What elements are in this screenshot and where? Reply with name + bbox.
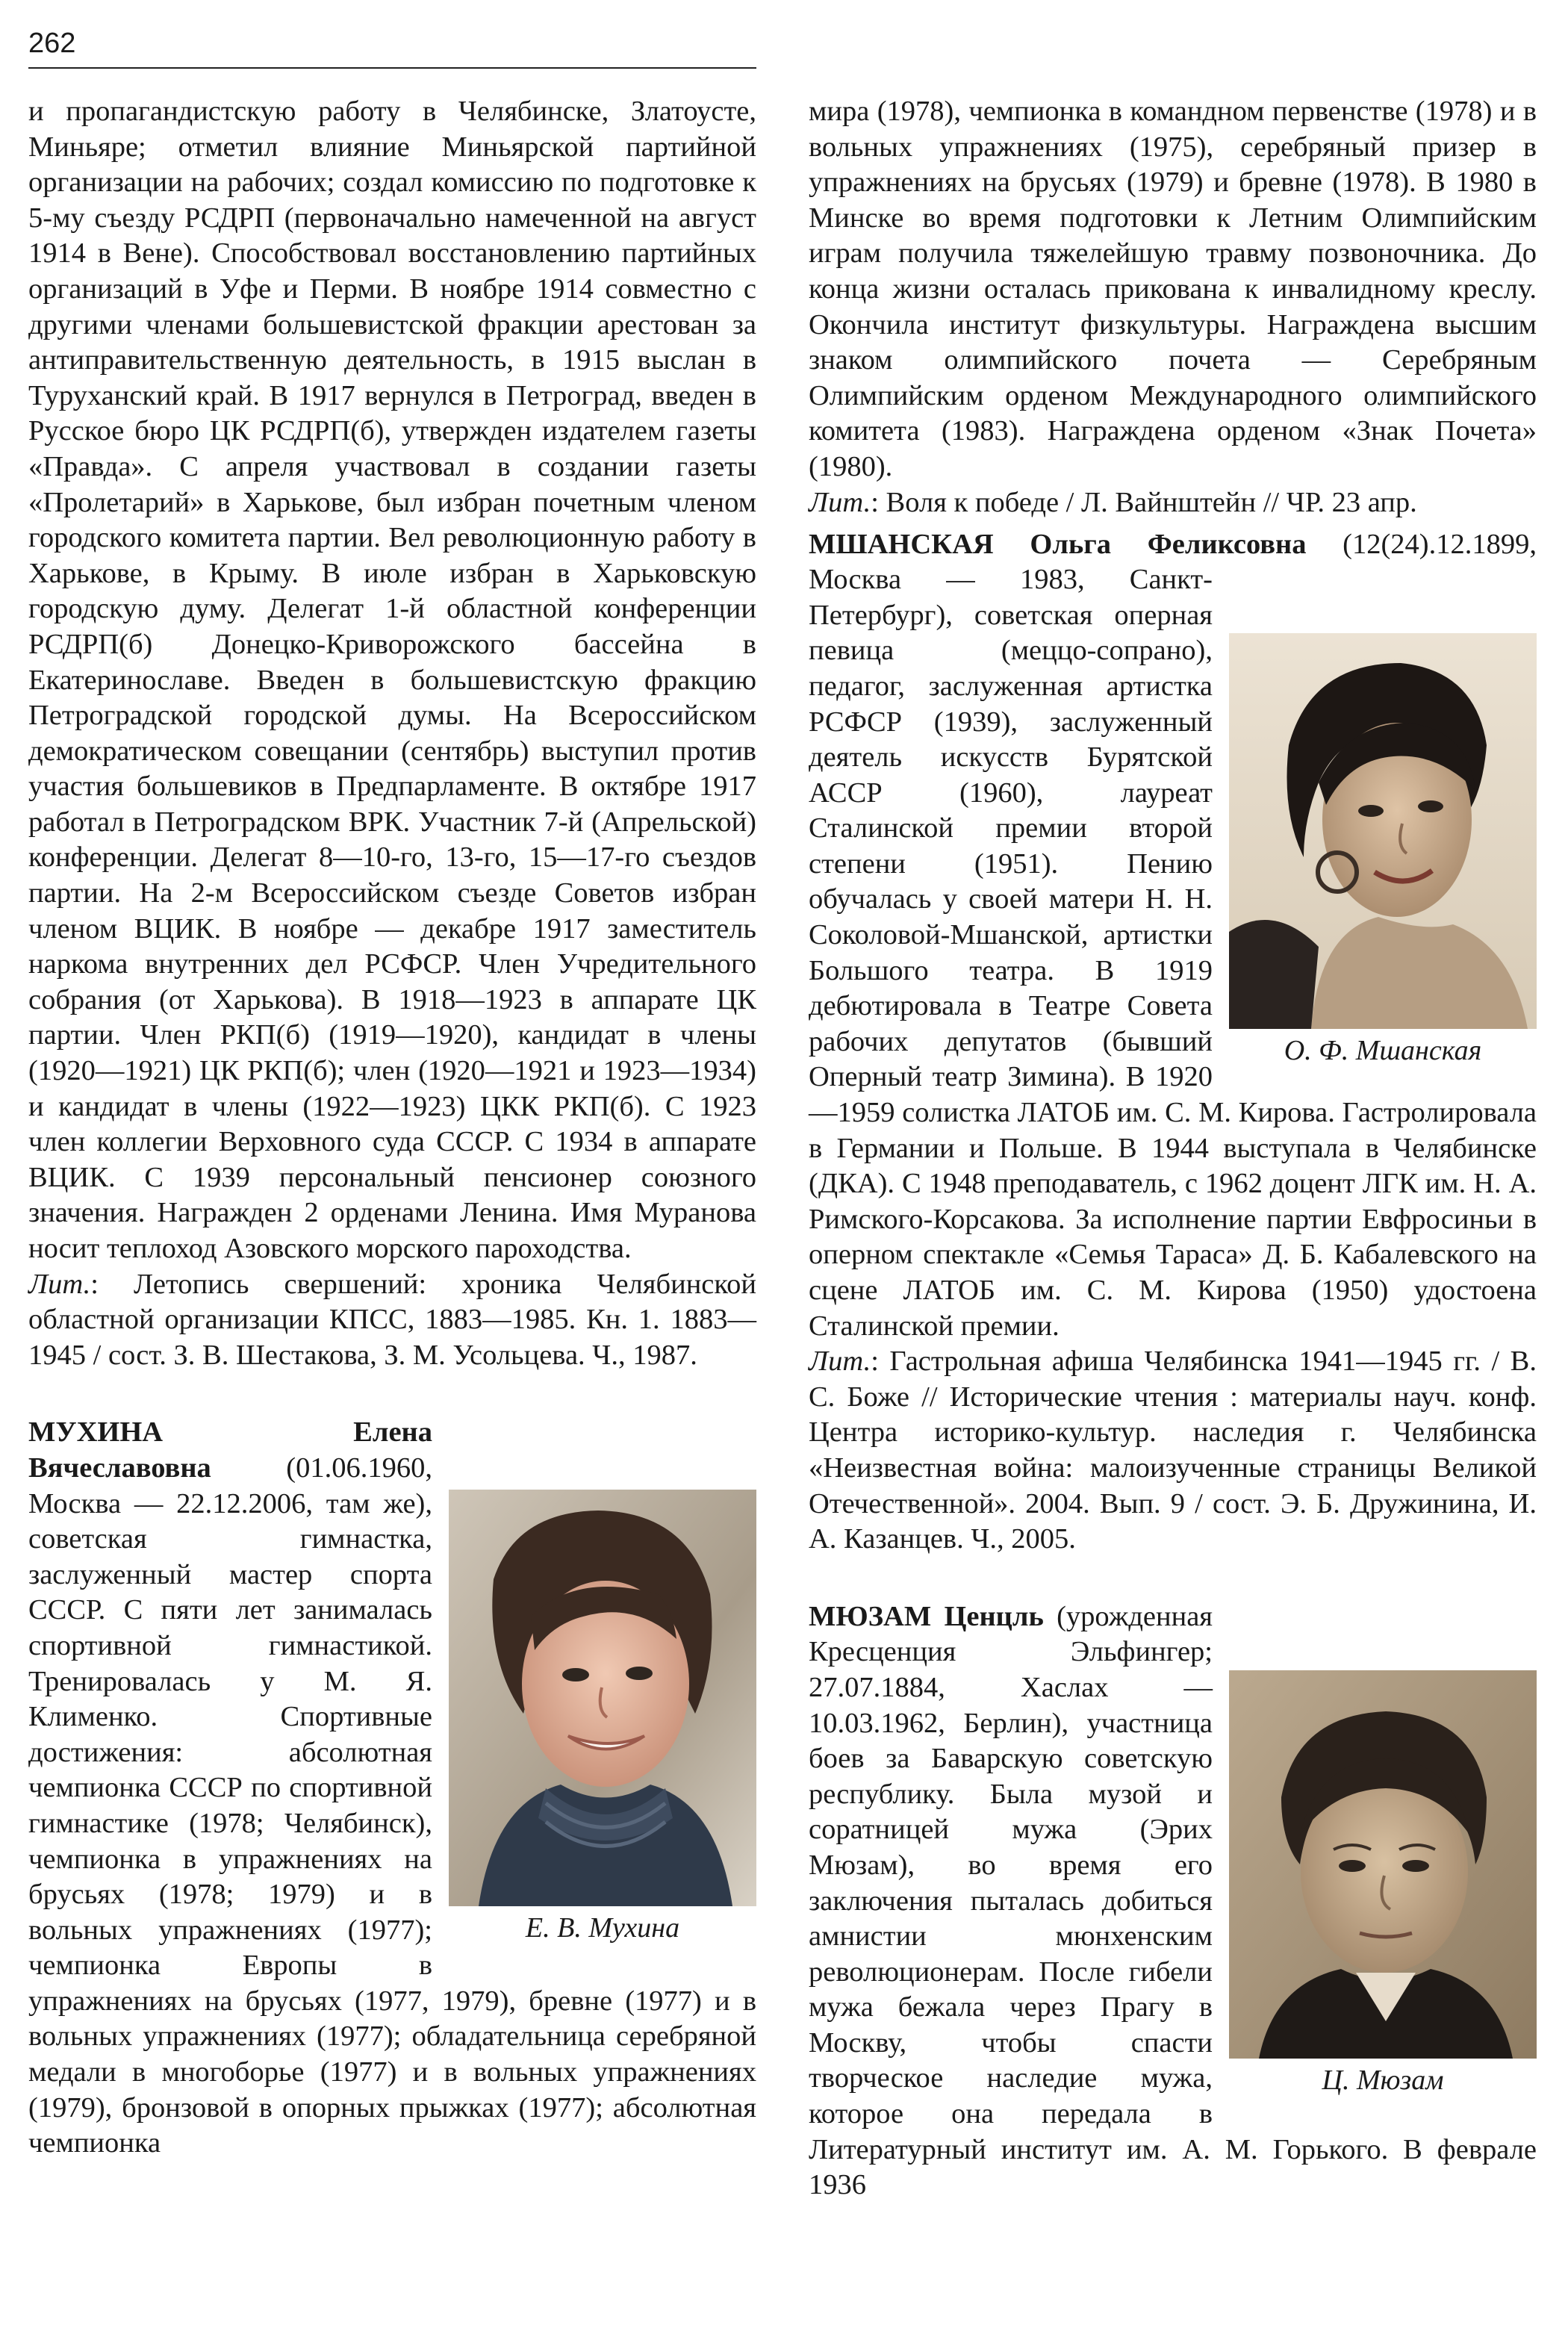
page-number: 262 xyxy=(28,28,76,59)
right-column xyxy=(809,94,1537,2203)
lit-label: Лит. xyxy=(28,1268,91,1300)
mshanskaya-headword: МШАНСКАЯ Ольга Феликсовна xyxy=(809,528,1307,560)
mshanskaya-figure xyxy=(1229,633,1537,1068)
muranov-entry-text: и пропагандистскую работу в Челябинске, Златоусте, Миньяре; отметил влияние Миньярской партийной организации на рабочих; создал комиссию по подготовке к 5-му съезду РСДРП (первоначально намеченной на август 1914 в Вене). Способствовал восстановлению партийных организаций в Уфе и Перми. В ноябре 1914 совместно с другими членами большевистской фракции арестован за антиправительственную деятельность, в 1915 выслан в Туруханский край. В 1917 вернулся в Петроград, введен в Русское бюро ЦК РСДРП(б), утвержден издателем газеты «Правда». С апреля участвовал в создании газеты «Пролетарий» в Харькове, был избран почетным членом городского комитета партии. Вел революционную работу в Харькове, в Крыму. В июле избран в Харьковскую городскую думу. Делегат 1-й областной конференции РСДРП(б) Донецко-Криворожского бассейна в Екатеринославе. Введен в большевистскую фракцию Петроградской городской думы. На Всероссийском демократическом совещании (сентябрь) выступил против участия большевиков в Предпарламенте. В октябре 1917 работал в Петроградском ВРК. Участник 7-й (Апрельской) конференции. Делегат 8—10-го, 13-го, 15—17-го съездов партии. На 2-м Всероссийском съезде Советов избран членом ВЦИК. В ноябре — декабре 1917 заместитель наркома внутренних дел РСФСР. Член Учредительного собрания (от Харькова). В 1918—1923 в аппарате ЦК партии. Член РКП(б) (1919—1920), кандидат в члены (1920—1921) ЦК РКП(б); член (1920—1921 и 1923—1934) и кандидат в члены (1922—1923) ЦКК РКП(б). С 1923 член коллегии Верховного суда СССР. С 1934 в аппарате ВЦИК. С 1939 персональный пенсионер союзного значения. Награжден 2 орденами Ленина. Имя Муранова носит теплоход Азовского морского пароходства. xyxy=(28,96,756,1264)
mukhina-figure xyxy=(449,1490,756,1945)
myuzam-caption: Ц. Мюзам xyxy=(1322,2064,1444,2096)
mshanskaya-photo xyxy=(1229,633,1537,1029)
muranov-lit-text: : Летопись свершений: хроника Челябинской областной организации КПСС, 1883—1985. Кн. 1. 1883—1945 / сост. З. В. Шестакова, З. М. Усольцева. Ч., 1987. xyxy=(28,1268,756,1371)
lit-label: Лит. xyxy=(809,486,871,518)
mshanskaya-literature xyxy=(809,1344,1537,1558)
mukhina-headword: МУХИНА Елена Вячеславовна xyxy=(28,1416,432,1484)
myuzam-figure xyxy=(1229,1670,1537,2097)
header-rule xyxy=(28,67,756,69)
myuzam-photo xyxy=(1229,1670,1537,2059)
lit-label: Лит. xyxy=(809,1345,871,1378)
mukhina-caption: Е. В. Мухина xyxy=(525,1912,680,1944)
left-column xyxy=(28,94,756,2162)
mukhina-lit-text: : Воля к победе / Л. Вайнштейн // ЧР. 23 апр. xyxy=(871,486,1417,518)
muranov-literature xyxy=(28,1267,756,1374)
mukhina-literature xyxy=(809,485,1537,521)
mshanskaya-text: (12(24).12.1899, Москва — 1983, Санкт-Петербург), советская оперная певица (меццо-сопрано), педагог, заслуженная артистка РСФСР (1939), заслуженный деятель искусств Бурятской АССР (1960), лауреат Сталинской премии второй степени (1951). Пению обучалась у своей матери Н. Н. Соколовой-Мшанской, артистки Большого театра. В 1919 дебютировала в Театре Совета рабочих депутатов (бывший Оперный театр Зимина). В 1920—1959 солистка ЛАТОБ им. С. М. Кирова. Гастролировала в Германии и Польше. В 1944 выступала в Челябинске (ДКА). С 1948 преподаватель, с 1962 доцент ЛГК им. Н. А. Римского-Корсакова. За исполнение партии Евфросиньи в оперном спектакле «Семья Тараса» Д. Б. Кабалевского на сцене ЛАТОБ им. С. М. Кирова (1950) удостоена Сталинской премии. xyxy=(809,528,1537,1342)
myuzam-text: (урожденная Кресценция Эльфингер; 27.07.1884, Хаслах — 10.03.1962, Берлин), участница боев за Баварскую советскую республику. Была музой и соратницей мужа (Эрих Мюзам), во время его заключения пыталась добиться амнистии мюнхенским революционерам. После гибели мужа бежала через Прагу в Москву, чтобы спасти творческое наследие мужа, которое она передала в Литературный институт им. А. М. Горького. В феврале 1936 xyxy=(809,1600,1537,2201)
mukhina-photo xyxy=(449,1490,756,1906)
mshanskaya-caption: О. Ф. Мшанская xyxy=(1284,1035,1482,1067)
mukhina-body: (01.06.1960, Москва — 22.12.2006, там же), советская гимнастка, заслуженный мастер спорта СССР. С пяти лет занималась спортивной гимнастикой. Тренировалась у М. Я. Клименко. Спортивные достижения: абсолютная чемпионка СССР по спортивной гимнастике (1978; Челябинск), чемпионка в упражнениях на брусьях (1978; 1979) и в вольных упражнениях (1977); чемпионка Европы в упражнениях на брусьях (1977, 1979), бревне (1977) и в вольных упражнениях (1977); обладательница серебряной медали в многоборье (1977) и в вольных упражнениях (1979), бронзовой в опорных прыжках (1977); абсолютная чемпионка xyxy=(28,1452,756,2159)
mukhina-continuation: мира (1978), чемпионка в командном первенстве (1978) и в вольных упражнениях (1975), серебряный призер в упражнениях на брусьях (1979) и бревне (1978). В 1980 в Минске во время подготовки к Летним Олимпийским играм получила тяжелейшую травму позвоночника. До конца жизни осталась прикована к инвалидному креслу. Окончила институт физкультуры. Награждена высшим знаком олимпийского почета — Серебряным Олимпийским орденом Международного олимпийского комитета (1983). Награждена орденом «Знак Почета» (1980). xyxy=(809,96,1537,482)
myuzam-headword: МЮЗАМ Ценцль xyxy=(809,1600,1044,1632)
mshanskaya-lit-text: : Гастрольная афиша Челябинска 1941—1945 гг. / В. С. Боже // Исторические чтения : материалы науч. конф. Центра историко-культур. наследия г. Челябинска «Неизвестная война: малоизученные страницы Великой Отечественной». 2004. Вып. 9 / сост. Э. Б. Дружинина, И. А. Казанцев. Ч., 2005. xyxy=(809,1345,1537,1555)
